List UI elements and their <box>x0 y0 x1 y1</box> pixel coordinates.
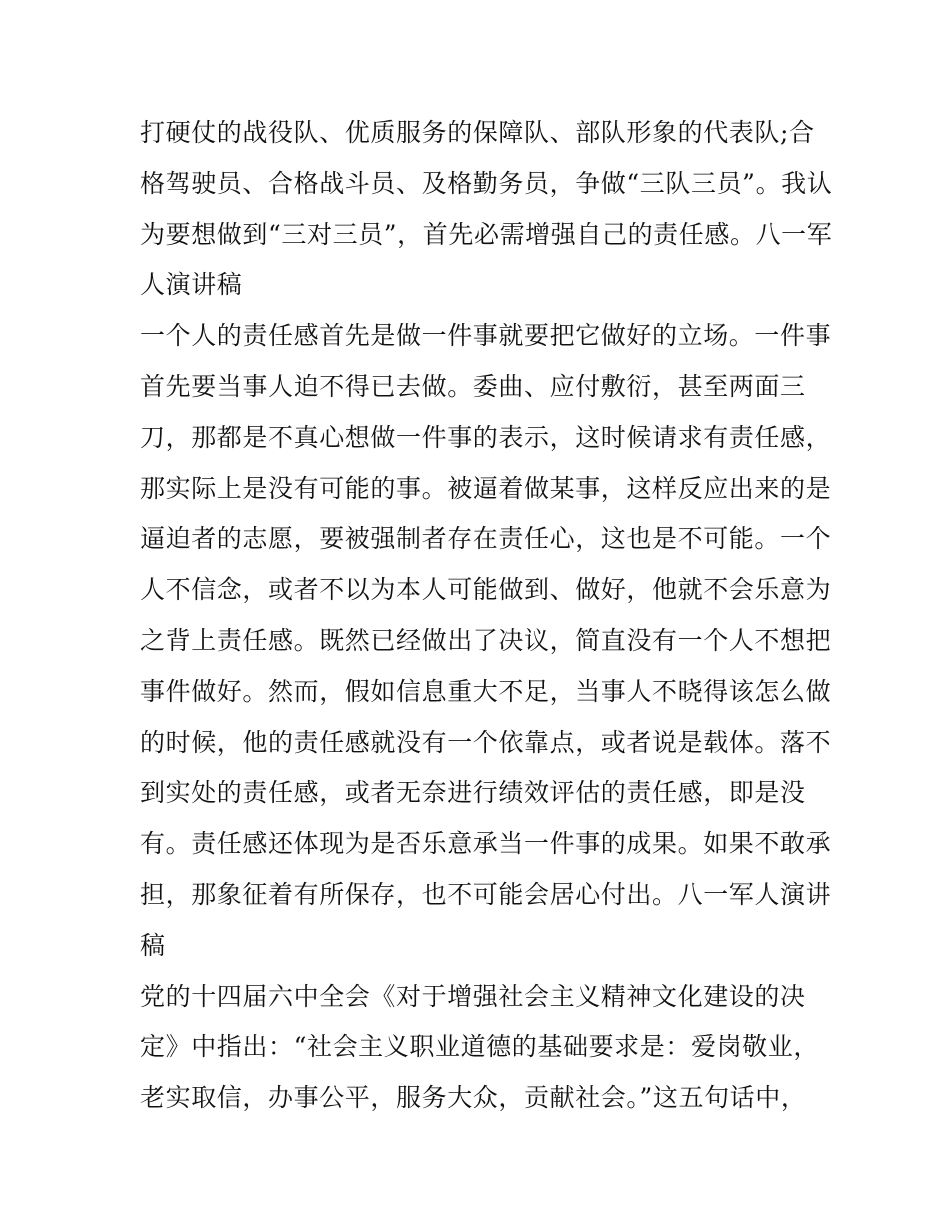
text-line: 为要想做到“三对三员”，首先必需增强自己的责任感。八一军 <box>140 219 833 249</box>
text-line: 担，那象征着有所保存，也不可能会居心付出。八一军人演讲 <box>140 879 832 909</box>
text-line: 有。责任感还体现为是否乐意承当一件事的成果。如果不敢承 <box>140 829 832 859</box>
text-line: 到实处的责任感，或者无奈进行绩效评估的责任感，即是没 <box>140 778 806 808</box>
text-line: 的时候，他的责任感就没有一个依靠点，或者说是载体。落不 <box>140 727 832 757</box>
body-text <box>140 108 833 1124</box>
text-line: 党的十四届六中全会《对于增强社会主义精神文化建设的决 <box>140 981 806 1011</box>
text-line: 首先要当事人迫不得已去做。委曲、应付敷衍，甚至两面三 <box>140 371 806 401</box>
text-line: 人不信念，或者不以为本人可能做到、做好，他就不会乐意为 <box>140 575 832 605</box>
text-line: 逼迫者的志愿，要被强制者存在责任心，这也是不可能。一个 <box>140 524 832 554</box>
text-line: 格驾驶员、合格战斗员、及格勤务员，争做“三队三员”。我认 <box>140 168 833 198</box>
text-line: 老实取信，办事公平，服务大众，贡献社会。”这五句话中， <box>140 1083 807 1113</box>
text-line: 之背上责任感。既然已经做出了决议，简直没有一个人不想把 <box>140 625 832 655</box>
text-line: 定》中指出：“社会主义职业道德的基础要求是：爱岗敬业， <box>140 1032 819 1062</box>
text-line: 事件做好。然而，假如信息重大不足，当事人不晓得该怎么做 <box>140 676 832 706</box>
text-line: 刀，那都是不真心想做一件事的表示，这时候请求有责任感， <box>140 422 832 452</box>
text-line: 打硬仗的战役队、优质服务的保障队、部队形象的代表队;合 <box>140 118 815 147</box>
text-line: 稿 <box>140 930 166 960</box>
text-line: 人演讲稿 <box>140 270 243 300</box>
text-line: 一个人的责任感首先是做一件事就要把它做好的立场。一件事 <box>140 321 832 351</box>
text-line: 那实际上是没有可能的事。被逼着做某事，这样反应出来的是 <box>140 473 832 503</box>
